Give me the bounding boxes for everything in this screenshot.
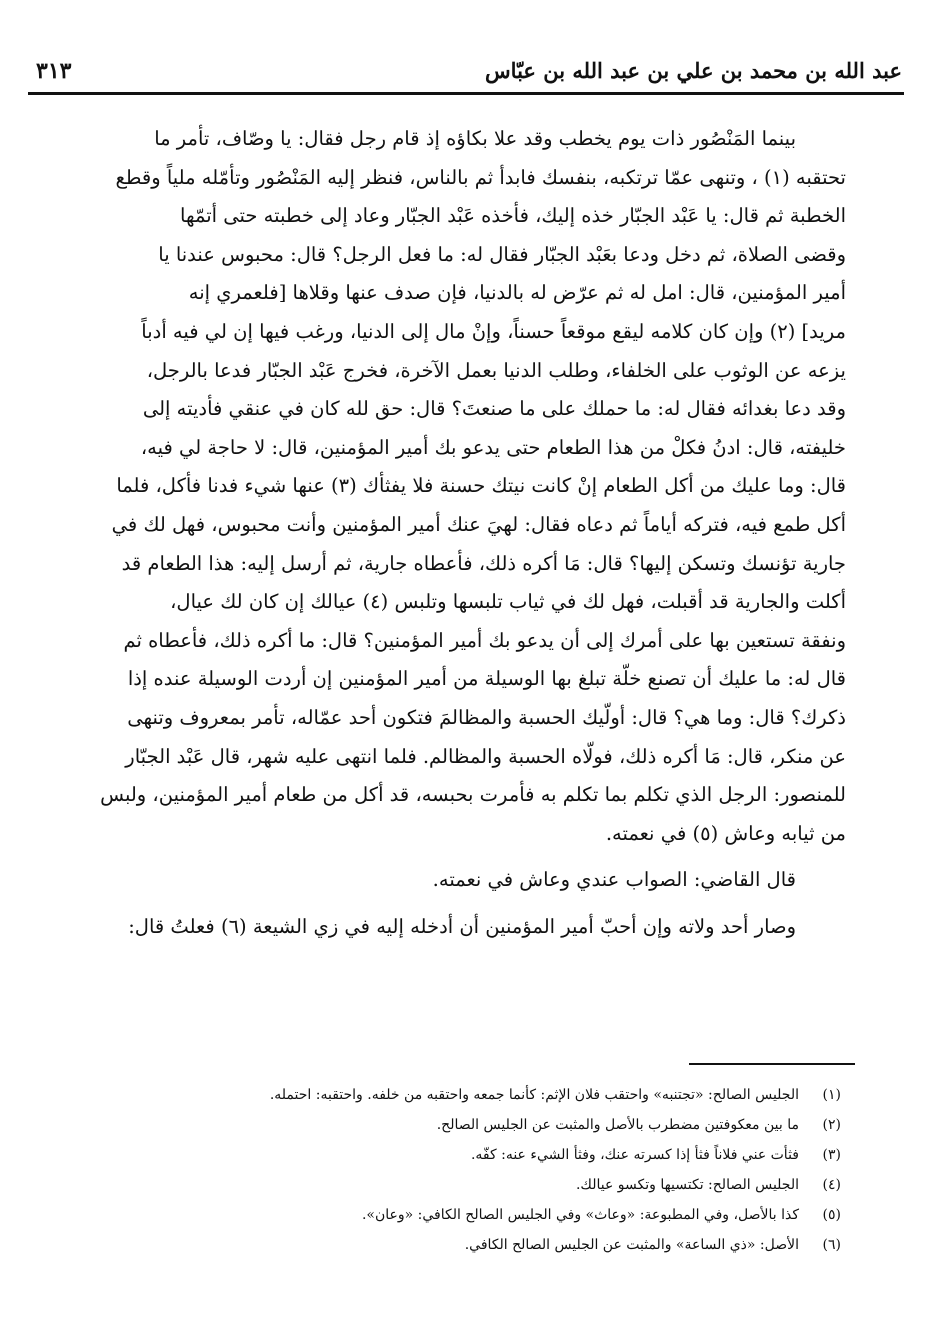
text-line: خليفته، قال: ادنُ فكلْ من هذا الطعام حتى يدعو بك أمير المؤمنين، قال: لا حاجة لي فيه،	[140, 435, 846, 459]
footnote-text: الأصل: «ذي الساعة» والمثبت عن الجليس الصالح الكافي.	[464, 1237, 799, 1253]
footnote	[81, 1200, 841, 1230]
text-line: وقضى الصلاة، ثم دخل ودعا بعَبْد الجبّار فقال له: ما فعل الرجل؟ قال: محبوس عندنا يا	[158, 242, 846, 266]
header-rule	[28, 92, 904, 95]
text-line: جارية تؤنسك وتسكن إليها؟ قال: مَا أكره ذلك، فأعطاه جارية، ثم أرسل إليه: هذا الطعام قد	[121, 551, 846, 575]
main-text	[38, 120, 846, 946]
footnote-text: فثأت عني فلاناً فثأ إذا كسرته عنك، وفثأ الشيء عنه: كفّه.	[470, 1147, 799, 1163]
footnote-text: الجليس الصالح: «تجتنبه» واحتقب فلان الإثم: كأنما جمعه واحتقبه من خلفه. واحتقبه: احتمله.	[269, 1087, 799, 1103]
paragraph-qadi: قال القاضي: الصواب عندي وعاش في نعمته.	[432, 868, 796, 892]
text-line: قال: وما عليك من أكل الطعام إنْ كانت نيتك حسنة فلا يفثأك (٣) عنها شيء فدنا فأكل، فلما	[116, 474, 846, 498]
text-line: عن منكر، قال: مَا أكره ذلك، فولّاه الحسبة والمظالم. فلما انتهى عليه شهر، قال عَبْد الجبّار	[125, 744, 846, 768]
text-line: ذكرك؟ قال: وما هي؟ قال: أولّيك الحسبة والمظالمَ فتكون أحد عمّاله، تأمر بمعروف وتنهى	[127, 705, 846, 729]
footnote	[81, 1170, 841, 1200]
footnote	[81, 1140, 841, 1170]
footnote-text: كذا بالأصل، وفي المطبوعة: «وعاث» وفي الجليس الصالح الكافي: «وعان».	[361, 1207, 799, 1223]
footnotes	[81, 1080, 841, 1260]
footnote-text: ما بين معكوفتين مضطرب بالأصل والمثبت عن الجليس الصالح.	[436, 1117, 799, 1133]
footnote-number: (٢)	[822, 1117, 841, 1133]
text-line: أكل طمع فيه، فتركه أياماً ثم دعاه فقال: لهيَ عنك أمير المؤمنين وأنت محبوس، فهل لك في	[111, 512, 846, 536]
footnote	[81, 1110, 841, 1140]
text-line: الخطبة ثم قال: يا عَبْد الجبّار خذه إليك، فأخذه عَبْد الجبّار وعاد إلى خطبته حتى أتمّها	[180, 204, 846, 228]
text-line: ونفقة تستعين بها على أمرك إلى أن يدعو بك أمير المؤمنين؟ قال: ما أكره ذلك، فأعطاه ثم	[123, 628, 846, 652]
paragraph-gap	[38, 853, 846, 861]
text-line: بينما المَنْصُور ذات يوم يخطب وقد علا بكاؤه إذ قام رجل فقال: يا وصّاف، تأمر ما	[154, 127, 796, 150]
text-line: من ثيابه وعاش (٥) في نعمته.	[605, 821, 846, 845]
footnote-number: (٣)	[822, 1147, 841, 1163]
text-line: أمير المؤمنين، قال: امل له ثم عرّض له بالدنيا، فإن صدف عنها وقلاها [فلعمري إنه	[188, 281, 846, 305]
text-line: مريد] (٢) وإن كان كلامه ليقع موقعاً حسناً، وإنْ مال إلى الدنيا، ورغب فيها إن لي فيه أدباً	[141, 319, 846, 343]
text-line: للمنصور: الرجل الذي تكلم بما تكلم به فأمرت بحبسه، قد أكل من طعام أمير المؤمنين، ولبس	[100, 783, 846, 807]
footnote-rule	[689, 1063, 855, 1065]
paragraph-gap	[38, 900, 846, 908]
footnote-number: (٤)	[822, 1177, 841, 1193]
text-line: قال له: ما عليك أن تصنع خلّة تبلغ بها الوسيلة من أمير المؤمنين إن أردت الوسيلة عنده إذا	[127, 667, 846, 691]
footnote-text: الجليس الصالح: تكتسيها وتكسو عيالك.	[575, 1177, 799, 1193]
running-title: عبد الله بن محمد بن علي بن عبد الله بن عبّاس	[485, 58, 902, 83]
text-line: أكلت والجارية قد أقبلت، فهل لك في ثياب تلبسها وتلبس (٤) عيالك إن كان لك عيال،	[170, 590, 846, 614]
footnote-number: (٥)	[822, 1207, 841, 1223]
text-line: وقد دعا بغدائه فقال له: ما حملك على ما صنعتَ؟ قال: حق لله كان في عنقي فأديته إلى	[142, 397, 846, 421]
text-line: تحتقبه (١) ، وتنهى عمّا ترتكبه، بنفسك فابدأ ثم بالناس، فنظر إليه المَنْصُور وتأمّله ملياً وقطع	[115, 165, 846, 189]
paragraph-wasar: وصار أحد ولاته وإن أحبّ أمير المؤمنين أن أدخله إليه في زي الشيعة (٦) فعلتُ قال:	[128, 914, 796, 938]
footnote	[81, 1080, 841, 1110]
text-line: يزعه عن الوثوب على الخلفاء، وطلب الدنيا بعمل الآخرة، فخرج عَبْد الجبّار فدعا بالرجل،	[146, 358, 846, 382]
page-number: ٣١٣	[36, 58, 72, 84]
footnote-number: (١)	[822, 1087, 841, 1103]
footnote	[81, 1230, 841, 1260]
page-header	[28, 52, 902, 88]
footnote-number: (٦)	[822, 1237, 841, 1253]
